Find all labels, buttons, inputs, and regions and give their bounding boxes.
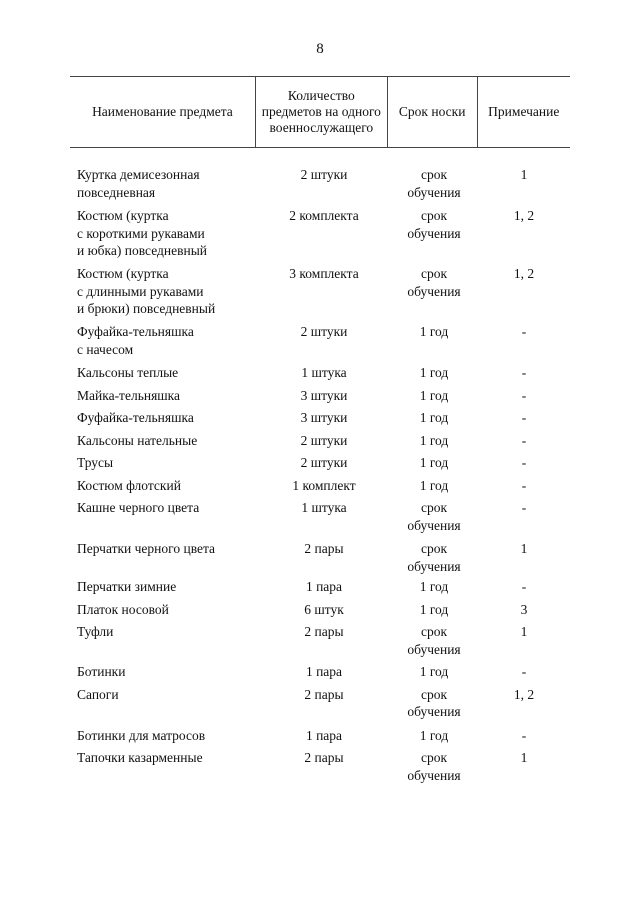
- item-quantity: 2 пары: [304, 750, 344, 765]
- item-quantity: 2 пары: [304, 686, 344, 702]
- item-name: Кальсоны теплые: [77, 365, 179, 380]
- item-note: -: [521, 500, 527, 515]
- item-name: Туфли: [77, 624, 114, 639]
- item-name: Костюм (куртка с короткими рукавами и юбка) повседневный: [77, 208, 207, 258]
- item-name: Ботинки для матросов: [77, 727, 206, 743]
- item-quantity: 1 комплект: [292, 477, 356, 493]
- table-row: [70, 578, 570, 601]
- item-wear-term: срок обучения: [407, 208, 461, 241]
- item-quantity: 2 пары: [304, 624, 344, 639]
- item-name: Куртка демисезонная повседневная: [77, 167, 200, 200]
- item-wear-term: срок обучения: [407, 266, 461, 299]
- table-row: [70, 623, 570, 663]
- table-row: [70, 387, 570, 410]
- item-note: -: [521, 477, 527, 493]
- table-row: [70, 265, 570, 323]
- item-quantity: 2 штуки: [300, 432, 348, 448]
- item-quantity: 2 пары: [304, 541, 344, 556]
- item-wear-term: 1 год: [419, 432, 449, 448]
- item-name: Майка-тельняшка: [77, 387, 181, 403]
- item-quantity: 1 пара: [305, 727, 343, 743]
- item-wear-term: срок обучения: [407, 686, 461, 719]
- table-row: [70, 166, 570, 207]
- table-row: [70, 727, 570, 750]
- item-note: -: [521, 432, 527, 448]
- item-wear-term: срок обучения: [407, 500, 461, 533]
- item-note: 3: [520, 601, 528, 617]
- item-quantity: 2 комплекта: [289, 208, 359, 223]
- item-wear-term: срок обучения: [407, 624, 461, 657]
- item-quantity: 2 штуки: [300, 324, 348, 339]
- item-note: -: [521, 387, 527, 403]
- table-row: [70, 409, 570, 432]
- item-name: Кальсоны нательные: [77, 432, 198, 448]
- item-quantity: 1 пара: [305, 579, 343, 594]
- item-quantity: 2 штуки: [300, 455, 348, 470]
- item-quantity: 1 пара: [305, 664, 343, 679]
- item-note: -: [521, 664, 527, 679]
- item-name: Костюм (куртка с длинными рукавами и брюки) повседневный: [77, 266, 216, 316]
- table-body: [70, 148, 570, 789]
- item-wear-term: срок обучения: [407, 167, 461, 200]
- item-note: -: [521, 410, 527, 425]
- item-name: Перчатки черного цвета: [77, 541, 216, 556]
- page-number: 8: [316, 41, 324, 57]
- item-wear-term: срок обучения: [407, 541, 461, 574]
- item-note: -: [521, 727, 527, 743]
- table-row: [70, 686, 570, 727]
- item-name: Фуфайка-тельняшка с начесом: [77, 324, 194, 357]
- table-row: [70, 364, 570, 387]
- header-item-name: Наименование предмета: [92, 104, 233, 119]
- item-quantity: 6 штук: [304, 601, 344, 617]
- item-name: Платок носовой: [77, 601, 169, 617]
- item-wear-term: 1 год: [419, 664, 449, 679]
- item-wear-term: 1 год: [419, 579, 449, 594]
- item-name: Перчатки зимние: [77, 579, 177, 594]
- item-note: -: [521, 365, 527, 380]
- header-wear-term: Срок носки: [387, 77, 477, 147]
- table-row: [70, 207, 570, 265]
- item-name: Трусы: [77, 455, 114, 470]
- item-wear-term: 1 год: [419, 601, 449, 617]
- table-row: [70, 477, 570, 500]
- item-quantity: 1 штука: [301, 500, 347, 515]
- item-wear-term: 1 год: [419, 410, 449, 425]
- item-wear-term: 1 год: [419, 324, 449, 339]
- item-wear-term: срок обучения: [407, 750, 461, 783]
- table-header: [70, 76, 570, 148]
- item-name: Фуфайка-тельняшка: [77, 410, 194, 425]
- item-note: 1, 2: [513, 208, 535, 223]
- table-row: [70, 540, 570, 578]
- item-note: -: [521, 579, 527, 594]
- clothing-norms-table: [70, 76, 570, 789]
- item-name: Тапочки казарменные: [77, 750, 203, 765]
- item-note: 1, 2: [513, 686, 535, 702]
- item-note: 1, 2: [513, 266, 535, 281]
- item-name: Сапоги: [77, 686, 119, 702]
- table-row: [70, 454, 570, 477]
- table-row: [70, 749, 570, 789]
- item-wear-term: 1 год: [419, 455, 449, 470]
- table-row: [70, 663, 570, 686]
- item-name: Кашне черного цвета: [77, 500, 200, 515]
- item-wear-term: 1 год: [419, 387, 449, 403]
- item-wear-term: 1 год: [419, 365, 449, 380]
- item-note: 1: [520, 624, 528, 639]
- table-row: [70, 601, 570, 624]
- item-wear-term: 1 год: [419, 727, 449, 743]
- item-note: 1: [520, 541, 528, 556]
- table-row: [70, 499, 570, 540]
- table-row: [70, 323, 570, 364]
- header-quantity: Количество предметов на одного военнослужащего: [255, 77, 387, 147]
- item-quantity: 3 штуки: [300, 387, 348, 403]
- item-quantity: 1 штука: [301, 365, 347, 380]
- item-quantity: 3 комплекта: [289, 266, 359, 281]
- item-name: Ботинки: [77, 664, 126, 679]
- item-note: -: [521, 324, 527, 339]
- item-note: 1: [520, 167, 528, 182]
- item-name: Костюм флотский: [77, 477, 181, 493]
- table-row: [70, 432, 570, 455]
- item-wear-term: 1 год: [419, 477, 449, 493]
- item-quantity: 3 штуки: [300, 410, 348, 425]
- item-note: -: [521, 455, 527, 470]
- item-note: 1: [520, 750, 528, 765]
- item-quantity: 2 штуки: [300, 167, 348, 182]
- header-note: Примечание: [477, 77, 571, 147]
